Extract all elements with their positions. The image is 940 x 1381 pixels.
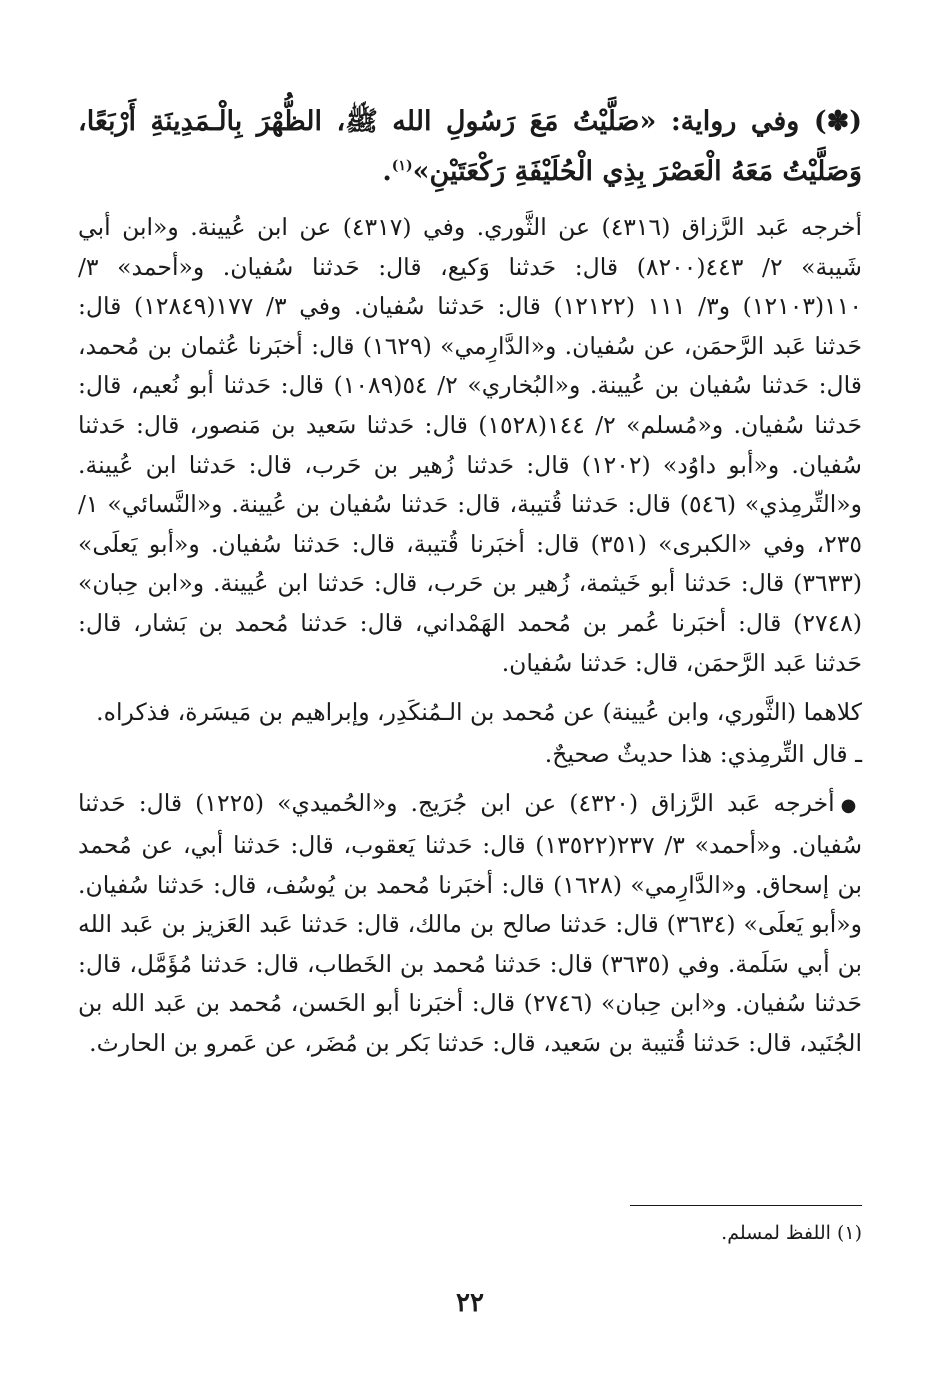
- summary-paragraph: كلاهما (الثَّوري، وابن عُيينة) عن مُحمد بن الـمُنكَدِر، وإبراهيم بن مَيسَرة، فذكراه.: [96, 698, 862, 727]
- footnote-divider: [630, 1205, 862, 1206]
- hadith-end: .: [382, 156, 392, 187]
- bullet-icon: ●: [840, 795, 862, 817]
- hadith-marker: (✽): [813, 106, 862, 137]
- hadith-text: وفي رواية: «صَلَّيْتُ مَعَ رَسُولِ الله ﷺ، الظُّهْرَ بِالْـمَدِينَةِ أَرْبَعًا، وَصَلَّيْتُ مَعَهُ الْعَصْرَ بِذِي الْحُلَيْفَةِ رَكْعَتَيْنِ»: [78, 106, 862, 187]
- page-number: ٢٢: [456, 1288, 484, 1318]
- footnote-reference: (١): [391, 158, 413, 174]
- second-takhrij-text: أخرجه عَبد الرَّزاق (٤٣٢٠) عن ابن جُرَيج. و«الحُميدي» (١٢٢٥) قال: حَدثنا سُفيان. و«أحمد» ٣/ ٢٣٧(١٣٥٢٢) قال: حَدثنا يَعقوب، قال: حَدثنا أبي، عن مُحمد بن إسحاق. و«الدَّارِمي» (١٦٢٨) قال: أخبَرنا مُحمد بن يُوسُف، قال: حَدثنا سُفيان. و«أبو يَعلَى» (٣٦٣٤) قال: حَدثنا صالح بن مالك، قال: حَدثنا عَبد العَزيز بن عَبد الله بن أبي سَلَمة. وفي (٣٦٣٥) قال: حَدثنا مُحمد بن الخَطاب، قال: حَدثنا مُؤَمَّل، قال: حَدثنا سُفيان. و«ابن حِبان» (٢٧٤٦) قال: أخبَرنا أبو الحَسن، مُحمد بن عَبد الله بن الجُنَيد، قال: حَدثنا قُتيبة بن سَعيد، قال: حَدثنا بَكر بن مُضَر، عن عَمرو بن الحارث.: [78, 789, 863, 1057]
- page-body: [78, 100, 862, 1073]
- second-takhrij-paragraph: [78, 784, 862, 1063]
- hadith-text-block: [78, 100, 862, 194]
- tirmidhi-verdict: ـ قال التِّرمِذي: هذا حديثٌ صحيحٌ.: [544, 739, 862, 768]
- footnote: (١) اللفظ لمسلم.: [721, 1222, 862, 1244]
- takhrij-paragraph: أخرجه عَبد الرَّزاق (٤٣١٦) عن الثَّوري. وفي (٤٣١٧) عن ابن عُيينة. و«ابن أبي شَيبة» ٢/ ٤٤٣(٨٢٠٠) قال: حَدثنا وَكيع، قال: حَدثنا سُفيان. و«أحمد» ٣/ ١١٠(١٢١٠٣) و٣/ ١١١ (١٢١٢٢) قال: حَدثنا سُفيان. وفي ٣/ ١٧٧(١٢٨٤٩) قال: حَدثنا عَبد الرَّحمَن، عن سُفيان. و«الدَّارِمي» (١٦٢٩) قال: أخبَرنا عُثمان بن مُحمد، قال: حَدثنا سُفيان بن عُيينة. و«البُخاري» ٢/ ٥٤(١٠٨٩) قال: حَدثنا أبو نُعيم، قال: حَدثنا سُفيان. و«مُسلم» ٢/ ١٤٤(١٥٢٨) قال: حَدثنا سَعيد بن مَنصور، قال: حَدثنا سُفيان. و«أبو داوُد» (١٢٠٢) قال: حَدثنا زُهير بن حَرب، قال: حَدثنا ابن عُيينة. و«التِّرمِذي» (٥٤٦) قال: حَدثنا قُتيبة، قال: حَدثنا سُفيان بن عُيينة. و«النَّسائي» ١/ ٢٣٥، وفي «الكبرى» (٣٥١) قال: أخبَرنا قُتيبة، قال: حَدثنا سُفيان. و«أبو يَعلَى» (٣٦٣٣) قال: حَدثنا أبو خَيثمة، زُهير بن حَرب، قال: حَدثنا ابن عُيينة. و«ابن حِبان» (٢٧٤٨) قال: أخبَرنا عُمر بن مُحمد الهَمْداني، قال: حَدثنا مُحمد بن بَشار، قال: حَدثنا عَبد الرَّحمَن، قال: حَدثنا سُفيان.: [78, 213, 863, 677]
